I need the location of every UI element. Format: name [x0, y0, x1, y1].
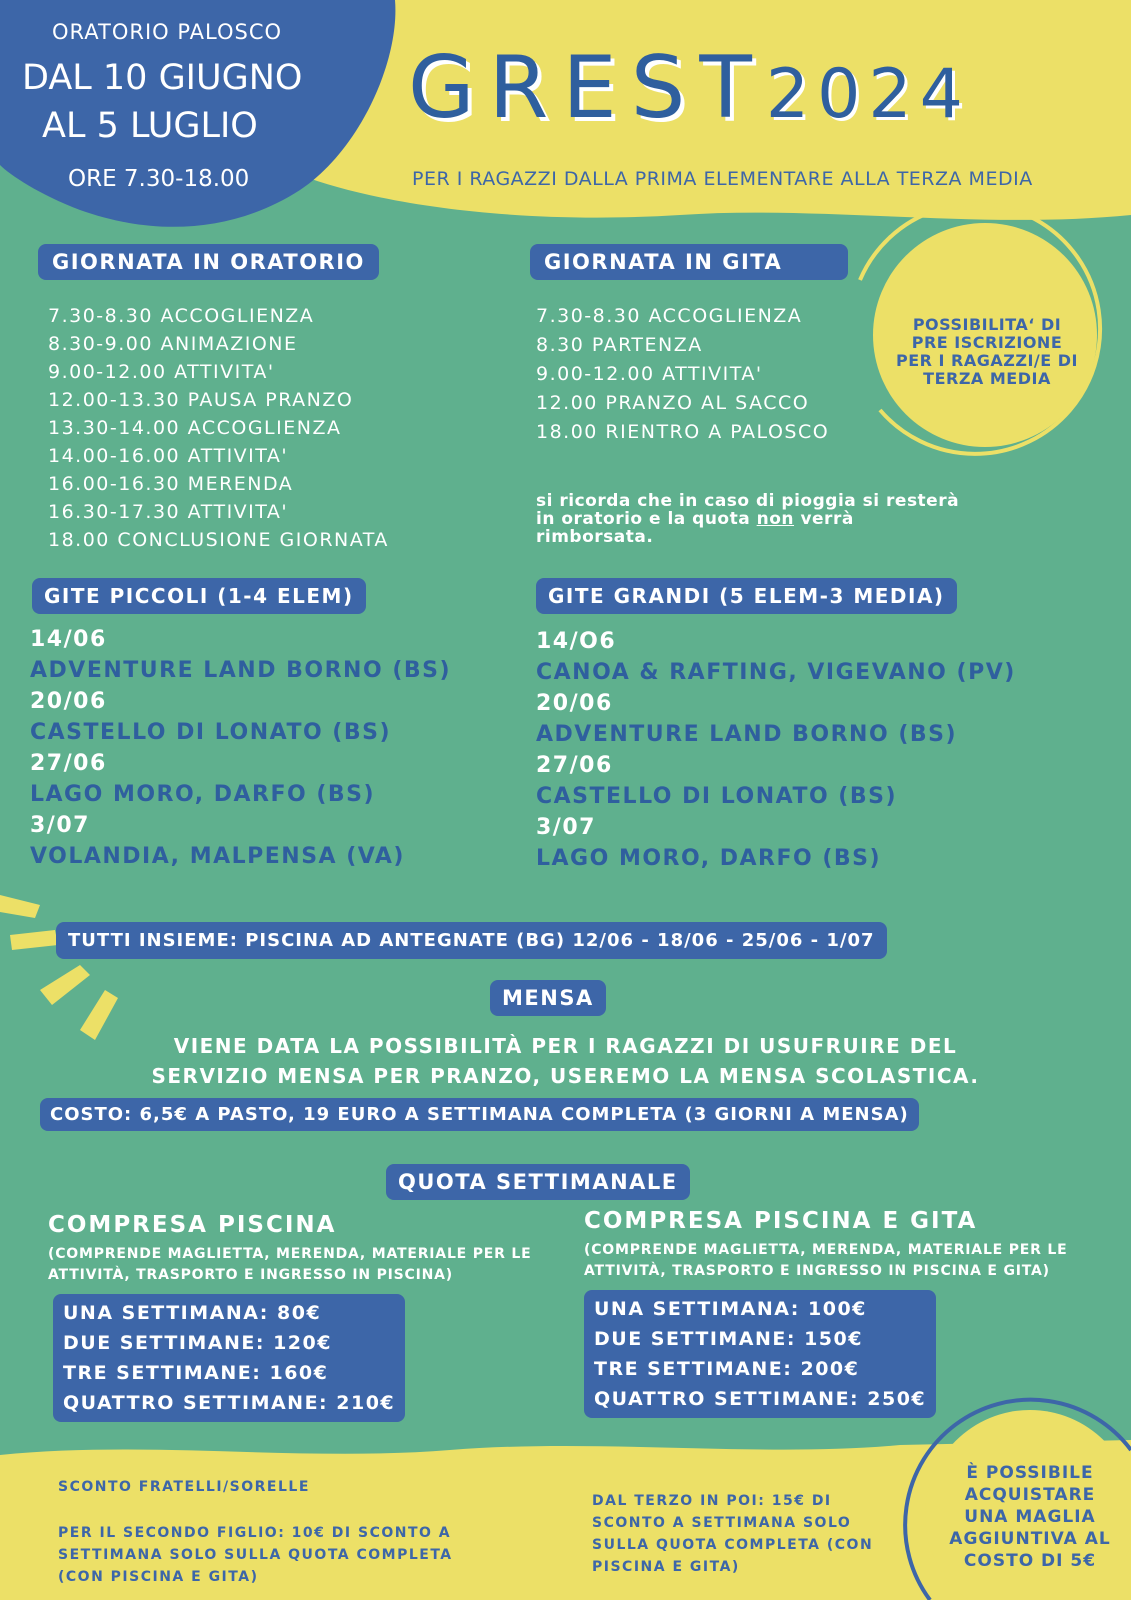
schedule-item: 8.30 PARTENZA: [536, 334, 703, 356]
oratorio-schedule: [48, 302, 389, 554]
trip-day-heading: GIORNATA IN GITA: [530, 244, 848, 280]
canteen-heading: MENSA: [490, 980, 606, 1016]
price-row: DUE SETTIMANE: 150€: [594, 1328, 863, 1350]
price-row: TRE SETTIMANE: 200€: [594, 1358, 860, 1380]
sun-rays-icon: [0, 895, 118, 1040]
trip-date: 27/06: [30, 751, 107, 776]
trip-place: CASTELLO DI LONATO (BS): [30, 720, 392, 745]
schedule-item: 13.30-14.00 ACCOGLIENZA: [48, 417, 342, 439]
price-row: UNA SETTIMANA: 100€: [594, 1298, 867, 1320]
preregistration-note: POSSIBILITA‘ DI PRE ISCRIZIONE PER I RAGAZZI/E DI TERZA MEDIA: [895, 315, 1079, 388]
org-name: ORATORIO PALOSCO: [52, 20, 283, 44]
rain-note: si ricorda che in caso di pioggia si resterà in oratorio e la quota non verrà rimborsata.: [536, 491, 960, 547]
trips-big-heading: GITE GRANDI (5 ELEM-3 MEDIA): [536, 578, 957, 614]
canteen-line1: VIENE DATA LA POSSIBILITÀ PER I RAGAZZI DI USUFRUIRE DEL: [173, 1034, 958, 1058]
pool-banner: TUTTI INSIEME: PISCINA AD ANTEGNATE (BG) 12/06 - 18/06 - 25/06 - 1/07: [56, 922, 887, 959]
discount-title: SCONTO FRATELLI/SORELLE: [58, 1479, 310, 1495]
schedule-item: 14.00-16.00 ATTIVITA': [48, 445, 289, 467]
trip-place: CASTELLO DI LONATO (BS): [536, 784, 898, 809]
trip-date: 20/06: [536, 691, 613, 716]
trip-place: LAGO MORO, DARFO (BS): [30, 782, 376, 807]
pool-only-prices: [53, 1294, 405, 1422]
pool-trip-title: COMPRESA PISCINA E GITA: [584, 1208, 978, 1234]
schedule-item: 9.00-12.00 ATTIVITA': [536, 363, 763, 385]
pool-only-desc: (COMPRENDE MAGLIETTA, MERENDA, MATERIALE PER LE ATTIVITÀ, TRASPORTO E INGRESSO IN PISCINA): [48, 1246, 532, 1283]
schedule-item: 16.30-17.30 ATTIVITA': [48, 501, 289, 523]
weekly-fee-heading: QUOTA SETTIMANALE: [386, 1164, 690, 1200]
pool-only-title: COMPRESA PISCINA: [48, 1212, 337, 1238]
hours: ORE 7.30-18.00: [68, 166, 250, 192]
oratorio-day-heading: GIORNATA IN ORATORIO: [38, 244, 379, 280]
schedule-item: 8.30-9.00 ANIMAZIONE: [48, 333, 298, 355]
schedule-item: 9.00-12.00 ATTIVITA': [48, 361, 275, 383]
trip-date: 3/07: [536, 815, 596, 840]
price-row: QUATTRO SETTIMANE: 250€: [594, 1388, 927, 1410]
canteen-line2: SERVIZIO MENSA PER PRANZO, USEREMO LA MENSA SCOLASTICA.: [151, 1064, 980, 1088]
schedule-item: 7.30-8.30 ACCOGLIENZA: [48, 305, 315, 327]
pool-trip-desc: (COMPRENDE MAGLIETTA, MERENDA, MATERIALE PER LE ATTIVITÀ, TRASPORTO E INGRESSO IN PISCINA E GITA): [584, 1242, 1068, 1279]
title-year: 2024: [765, 55, 971, 134]
subtitle: PER I RAGAZZI DALLA PRIMA ELEMENTARE ALLA TERZA MEDIA: [412, 168, 1033, 190]
schedule-item: 18.00 RIENTRO A PALOSCO: [536, 421, 830, 443]
schedule-item: 16.00-16.30 MERENDA: [48, 473, 294, 495]
price-row: QUATTRO SETTIMANE: 210€: [63, 1392, 396, 1414]
price-row: UNA SETTIMANA: 80€: [63, 1302, 322, 1324]
schedule-item: 12.00-13.30 PAUSA PRANZO: [48, 389, 354, 411]
discount-third: DAL TERZO IN POI: 15€ DI SCONTO A SETTIMANA SOLO SULLA QUOTA COMPLETA (CON PISCINA E GITA): [592, 1493, 874, 1575]
trips-big-list: [536, 626, 1016, 874]
title-word: GREST: [408, 38, 766, 138]
trip-schedule: [536, 302, 829, 447]
trips-small-heading: GITE PICCOLI (1-4 ELEM): [32, 578, 366, 614]
pool-trip-prices: [584, 1290, 936, 1418]
trip-place: ADVENTURE LAND BORNO (BS): [536, 722, 958, 747]
underlined-word: non: [756, 509, 795, 529]
price-row: DUE SETTIMANE: 120€: [63, 1332, 332, 1354]
canteen-cost: COSTO: 6,5€ A PASTO, 19 EURO A SETTIMANA COMPLETA (3 GIORNI A MENSA): [40, 1098, 919, 1131]
trip-date: 3/07: [30, 813, 90, 838]
discount-second: PER IL SECONDO FIGLIO: 10€ DI SCONTO A SETTIMANA SOLO SULLA QUOTA COMPLETA (CON PISCINA E GITA): [58, 1525, 453, 1585]
page-title: [408, 38, 971, 138]
trip-place: VOLANDIA, MALPENSA (VA): [30, 844, 405, 869]
dates-line1: DAL 10 GIUGNO: [22, 58, 303, 98]
schedule-item: 7.30-8.30 ACCOGLIENZA: [536, 305, 803, 327]
trip-date: 20/06: [30, 689, 107, 714]
price-row: TRE SETTIMANE: 160€: [63, 1362, 329, 1384]
dates-line2: AL 5 LUGLIO: [42, 106, 258, 146]
schedule-item: 18.00 CONCLUSIONE GIORNATA: [48, 529, 389, 551]
trip-date: 14/06: [30, 627, 107, 652]
trip-place: CANOA & RAFTING, VIGEVANO (PV): [536, 660, 1016, 685]
trip-date: 14/O6: [536, 629, 617, 654]
schedule-item: 12.00 PRANZO AL SACCO: [536, 392, 810, 414]
trips-small-list: [30, 624, 451, 872]
trip-date: 27/06: [536, 753, 613, 778]
trip-place: ADVENTURE LAND BORNO (BS): [30, 658, 452, 683]
extra-shirt-note: È POSSIBILE ACQUISTARE UNA MAGLIA AGGIUNTIVA AL COSTO DI 5€: [949, 1463, 1111, 1571]
trip-place: LAGO MORO, DARFO (BS): [536, 846, 882, 871]
